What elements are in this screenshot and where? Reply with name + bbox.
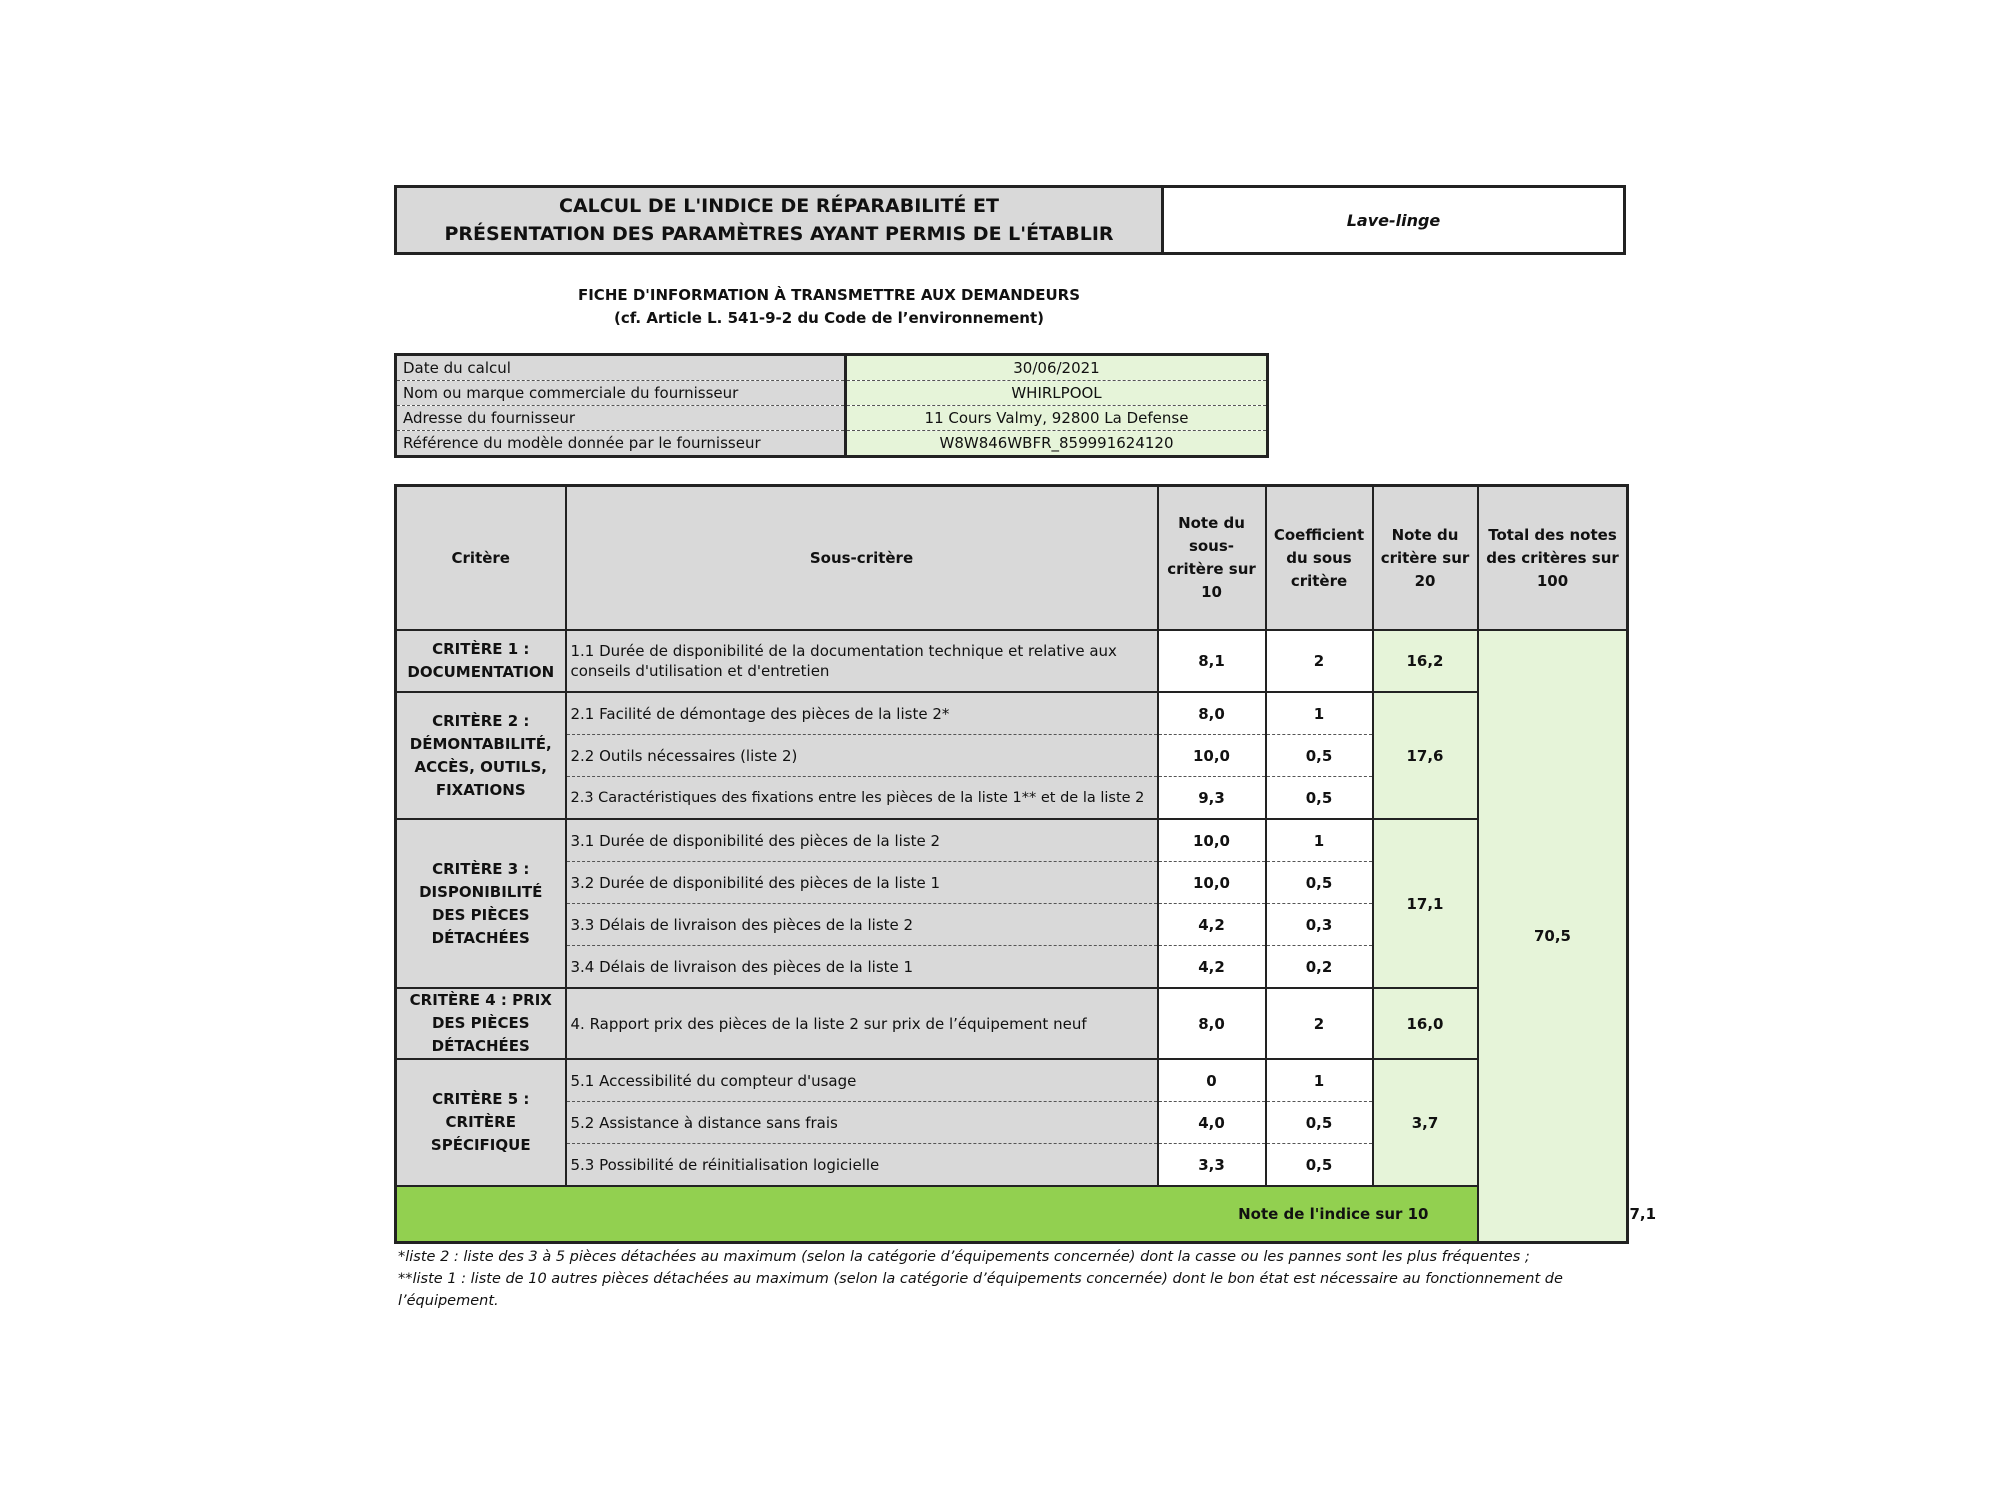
subtitle: [394, 284, 1264, 330]
footnotes: [398, 1246, 1626, 1312]
sub-criterion-coef: 2: [1266, 630, 1373, 692]
footnote-2: **liste 1 : liste de 10 autres pièces détachées au maximum (selon la catégorie d’équipements concernée) dont le bon état est nécessaire au fonctionnement de l’équipement.: [398, 1271, 1563, 1309]
sub-criterion-coef: 1: [1266, 819, 1373, 862]
criterion-3-note: 17,1: [1373, 819, 1478, 988]
sub-criterion-note: 10,0: [1158, 862, 1266, 904]
header-total: Total des notes des critères sur 100: [1478, 486, 1628, 631]
info-row: [396, 431, 1268, 457]
criterion-5-note: 3,7: [1373, 1059, 1478, 1186]
footnote-1: *liste 2 : liste des 3 à 5 pièces détachées au maximum (selon la catégorie d’équipements concernée) dont la casse ou les pannes sont les plus fréquentes ;: [398, 1249, 1530, 1265]
final-score-label: Note de l'indice sur 10: [396, 1186, 1478, 1243]
sub-criterion-label: 5.3 Possibilité de réinitialisation logicielle: [566, 1144, 1158, 1187]
sub-criterion-label: 3.1 Durée de disponibilité des pièces de la liste 2: [566, 819, 1158, 862]
sub-criterion-label: 3.2 Durée de disponibilité des pièces de la liste 1: [566, 862, 1158, 904]
info-value: WHIRLPOOL: [846, 381, 1268, 406]
criterion-1-note: 16,2: [1373, 630, 1478, 692]
sub-criterion-label: 3.3 Délais de livraison des pièces de la liste 2: [566, 904, 1158, 946]
sub-criterion-note: 4,2: [1158, 904, 1266, 946]
sub-criterion-label: 2.2 Outils nécessaires (liste 2): [566, 735, 1158, 777]
criterion-2-name: CRITÈRE 2 : DÉMONTABILITÉ, ACCÈS, OUTILS, FIXATIONS: [396, 692, 566, 819]
info-row: [396, 355, 1268, 381]
sub-criterion-coef: 0,2: [1266, 946, 1373, 989]
sub-criterion-note: 10,0: [1158, 735, 1266, 777]
sub-criterion-coef: 1: [1266, 692, 1373, 735]
info-label: Référence du modèle donnée par le fournisseur: [396, 431, 846, 457]
sub-criterion-coef: 0,3: [1266, 904, 1373, 946]
info-label: Adresse du fournisseur: [396, 406, 846, 431]
sub-criterion-note: 4,0: [1158, 1102, 1266, 1144]
sub-criterion-label: 1.1 Durée de disponibilité de la documentation technique et relative aux conseils d'utilisation et d'entretien: [566, 630, 1158, 692]
sub-criterion-coef: 0,5: [1266, 735, 1373, 777]
sub-criterion-label: 2.1 Facilité de démontage des pièces de la liste 2*: [566, 692, 1158, 735]
sub-criterion-label: 4. Rapport prix des pièces de la liste 2 sur prix de l’équipement neuf: [566, 988, 1158, 1059]
header-note-sous-critere: Note du sous-critère sur 10: [1158, 486, 1266, 631]
info-label: Date du calcul: [396, 355, 846, 381]
final-score-row: Note de l'indice sur 10 7,1: [396, 1186, 1628, 1243]
product-type: Lave-linge: [1346, 210, 1441, 230]
sub-criterion-note: 10,0: [1158, 819, 1266, 862]
criterion-2-note: 17,6: [1373, 692, 1478, 819]
info-value: 11 Cours Valmy, 92800 La Defense: [846, 406, 1268, 431]
sub-criterion-coef: 0,5: [1266, 777, 1373, 820]
sub-criterion-label: 2.3 Caractéristiques des fixations entre les pièces de la liste 1** et de la liste 2: [566, 777, 1158, 820]
header-box: [394, 185, 1626, 255]
sub-criterion-coef: 1: [1266, 1059, 1373, 1102]
total-score: 70,5: [1478, 630, 1628, 1243]
sub-criterion-note: 8,0: [1158, 692, 1266, 735]
info-value: W8W846WBFR_859991624120: [846, 431, 1268, 457]
table-row: [396, 1059, 1628, 1102]
table-row: [396, 692, 1628, 735]
repairability-table: [394, 484, 1657, 1244]
sub-criterion-note: 0: [1158, 1059, 1266, 1102]
criterion-3-name: CRITÈRE 3 : DISPONIBILITÉ DES PIÈCES DÉTACHÉES: [396, 819, 566, 988]
header-note-critere: Note du critère sur 20: [1373, 486, 1478, 631]
sub-criterion-label: 5.2 Assistance à distance sans frais: [566, 1102, 1158, 1144]
sub-criterion-note: 9,3: [1158, 777, 1266, 820]
header-coefficient: Coefficient du sous critère: [1266, 486, 1373, 631]
title-line-2: PRÉSENTATION DES PARAMÈTRES AYANT PERMIS DE L'ÉTABLIR: [444, 223, 1114, 245]
subtitle-line-2: (cf. Article L. 541-9-2 du Code de l’environnement): [613, 309, 1045, 327]
info-label: Nom ou marque commerciale du fournisseur: [396, 381, 846, 406]
sub-criterion-note: 4,2: [1158, 946, 1266, 989]
sub-criterion-coef: 0,5: [1266, 1102, 1373, 1144]
sub-criterion-coef: 2: [1266, 988, 1373, 1059]
sub-criterion-note: 8,1: [1158, 630, 1266, 692]
criterion-4-name: CRITÈRE 4 : PRIX DES PIÈCES DÉTACHÉES: [396, 988, 566, 1059]
sub-criterion-coef: 0,5: [1266, 862, 1373, 904]
criterion-4-note: 16,0: [1373, 988, 1478, 1059]
supplier-info-table: [394, 353, 1269, 458]
table-row: [396, 630, 1628, 692]
criterion-5-name: CRITÈRE 5 : CRITÈRE SPÉCIFIQUE: [396, 1059, 566, 1186]
table-header-row: [396, 486, 1628, 631]
sub-criterion-label: 5.1 Accessibilité du compteur d'usage: [566, 1059, 1158, 1102]
sub-criterion-label: 3.4 Délais de livraison des pièces de la liste 1: [566, 946, 1158, 989]
document-title: [397, 188, 1164, 252]
info-row: [396, 381, 1268, 406]
subtitle-line-1: FICHE D'INFORMATION À TRANSMETTRE AUX DEMANDEURS: [577, 286, 1080, 304]
table-row: [396, 988, 1628, 1059]
sub-criterion-note: 8,0: [1158, 988, 1266, 1059]
info-value: 30/06/2021: [846, 355, 1268, 381]
header-critere: Critère: [396, 486, 566, 631]
criterion-1-name: CRITÈRE 1 : DOCUMENTATION: [396, 630, 566, 692]
sub-criterion-coef: 0,5: [1266, 1144, 1373, 1187]
header-sous-critere: Sous-critère: [566, 486, 1158, 631]
info-row: [396, 406, 1268, 431]
table-row: [396, 819, 1628, 862]
sub-criterion-note: 3,3: [1158, 1144, 1266, 1187]
title-line-1: CALCUL DE L'INDICE DE RÉPARABILITÉ ET: [559, 195, 999, 217]
